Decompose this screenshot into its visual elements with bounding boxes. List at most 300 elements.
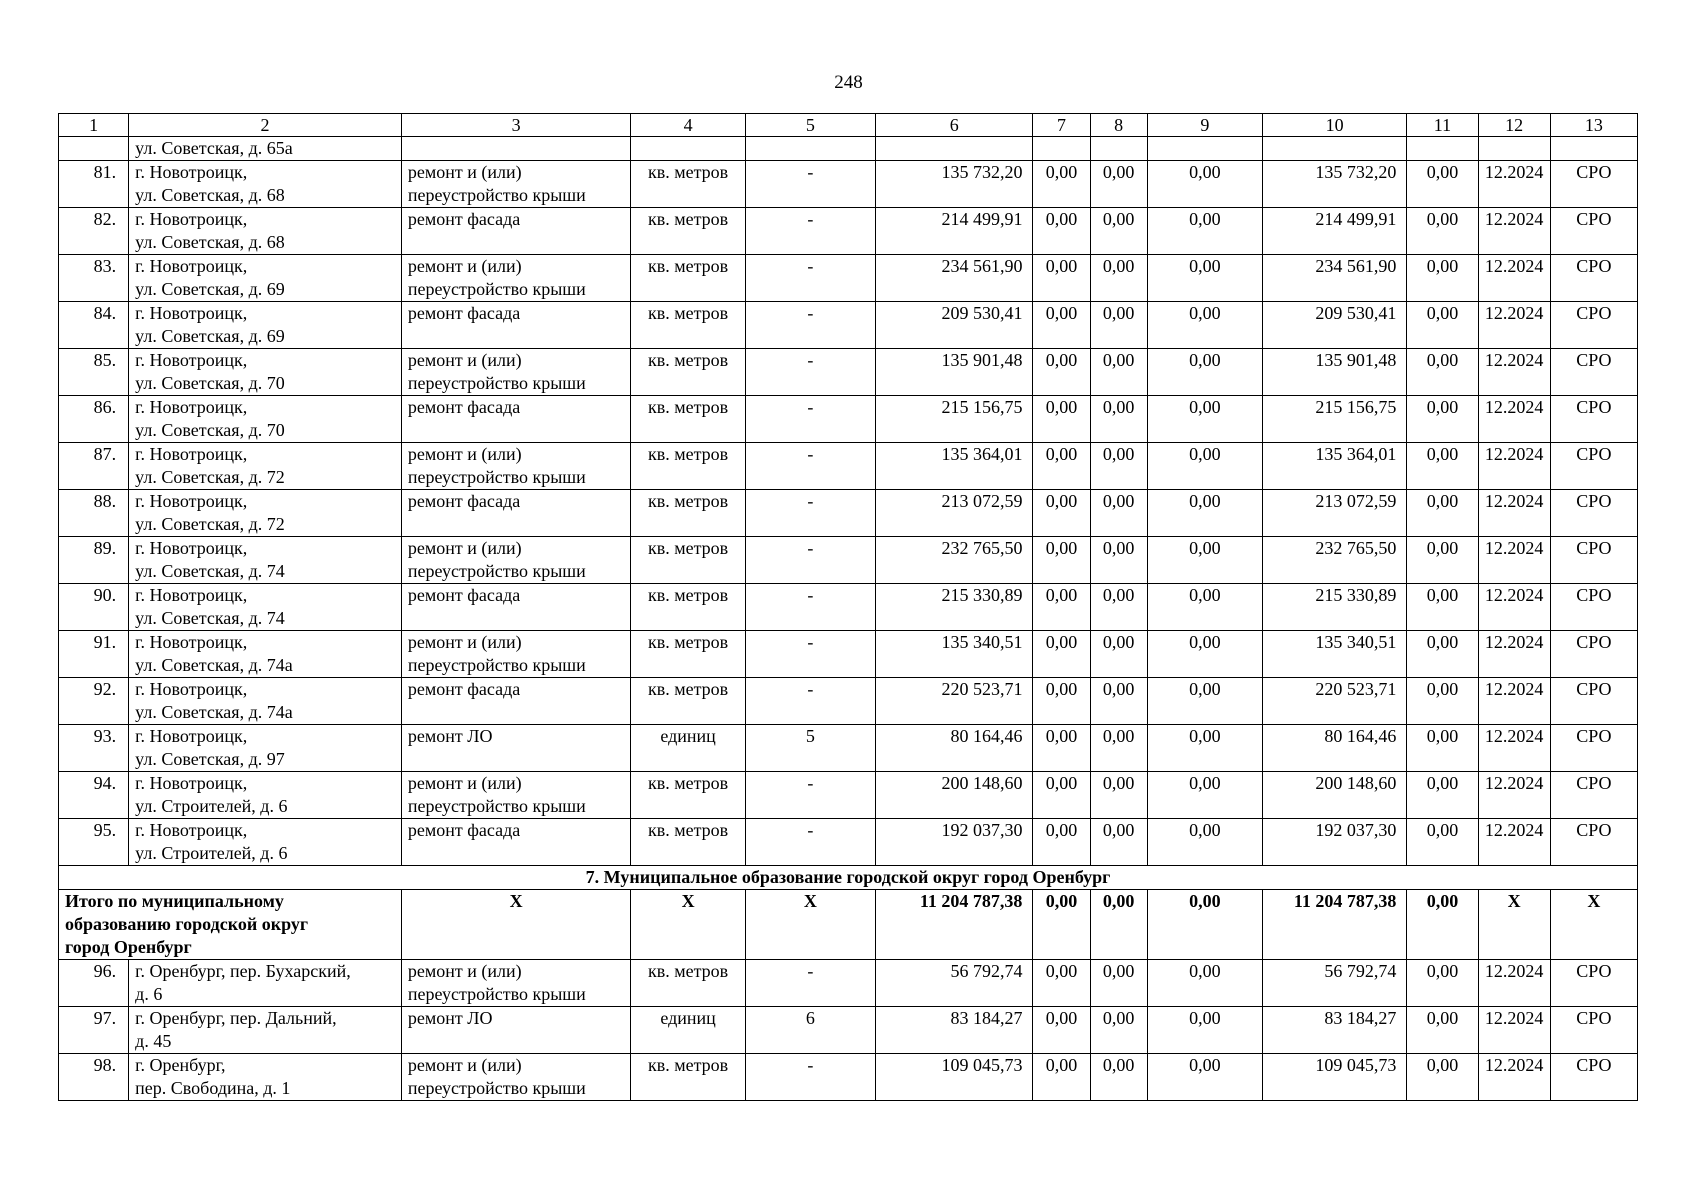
work-type-cell	[401, 537, 631, 584]
quantity-cell: -	[745, 631, 875, 678]
column-header: 6	[876, 114, 1033, 137]
fund-cost-cell: 200 148,60	[1263, 772, 1407, 819]
work-type-line: ремонт и (или)	[407, 961, 522, 981]
value-cell: 0,00	[1407, 443, 1478, 490]
value-cell: 0,00	[1147, 960, 1262, 1007]
row-number: 95.	[59, 819, 129, 866]
column-header: 5	[745, 114, 875, 137]
value-cell: 0,00	[1033, 255, 1090, 302]
address-line: г. Новотроицк,	[135, 444, 248, 464]
fund-cost-cell: 215 330,89	[1263, 584, 1407, 631]
method-cell: СРО	[1550, 443, 1637, 490]
deadline-cell: 12.2024	[1478, 725, 1550, 772]
address-cell	[129, 1054, 402, 1101]
work-type-line: ремонт и (или)	[407, 538, 522, 558]
address-line: ул. Советская, д. 68	[135, 185, 285, 205]
total-cost-cell: 213 072,59	[876, 490, 1033, 537]
work-type-line: ремонт фасада	[407, 679, 521, 699]
column-header: 3	[401, 114, 631, 137]
work-type-line: ремонт и (или)	[407, 162, 522, 182]
value-cell: 0,00	[1090, 302, 1147, 349]
quantity-cell: -	[745, 678, 875, 725]
unit-cell: кв. метров	[631, 960, 745, 1007]
method-cell: СРО	[1550, 537, 1637, 584]
address-line: ул. Советская, д. 69	[135, 326, 285, 346]
subtotal-value: Х	[631, 890, 745, 960]
work-type-line: ремонт фасада	[407, 491, 521, 511]
table-row	[59, 208, 1638, 255]
address-line: г. Новотроицк,	[135, 538, 248, 558]
column-header: 7	[1033, 114, 1090, 137]
work-type-cell	[401, 772, 631, 819]
value-cell: 0,00	[1407, 537, 1478, 584]
quantity-cell: -	[745, 208, 875, 255]
value-cell: 0,00	[1407, 349, 1478, 396]
work-type-cell	[401, 302, 631, 349]
section-heading-row	[59, 866, 1638, 890]
method-cell: СРО	[1550, 208, 1637, 255]
row-number: 87.	[59, 443, 129, 490]
unit-cell: кв. метров	[631, 819, 745, 866]
table-row	[59, 725, 1638, 772]
subtotal-label-line: город Оренбург	[65, 937, 192, 957]
work-type-cell	[401, 396, 631, 443]
column-header: 11	[1407, 114, 1478, 137]
work-type-cell	[401, 678, 631, 725]
method-cell: СРО	[1550, 1007, 1637, 1054]
total-cost-cell: 214 499,91	[876, 208, 1033, 255]
value-cell: 0,00	[1090, 1054, 1147, 1101]
section-heading: 7. Муниципальное образование городской округ город Оренбург	[59, 866, 1638, 890]
fund-cost-cell: 214 499,91	[1263, 208, 1407, 255]
address-cell	[129, 1007, 402, 1054]
work-type-cell	[401, 1054, 631, 1101]
unit-cell: кв. метров	[631, 490, 745, 537]
value-cell: 0,00	[1033, 678, 1090, 725]
method-cell: СРО	[1550, 678, 1637, 725]
address-cell	[129, 161, 402, 208]
deadline-cell: 12.2024	[1478, 537, 1550, 584]
unit-cell: кв. метров	[631, 772, 745, 819]
total-cost-cell: 215 156,75	[876, 396, 1033, 443]
work-type-cell	[401, 161, 631, 208]
table-row	[59, 302, 1638, 349]
work-type-line: ремонт и (или)	[407, 444, 522, 464]
quantity-cell: 6	[745, 1007, 875, 1054]
deadline-cell: 12.2024	[1478, 255, 1550, 302]
fund-cost-cell: 234 561,90	[1263, 255, 1407, 302]
unit-cell: кв. метров	[631, 349, 745, 396]
address-line: д. 45	[135, 1031, 172, 1051]
fund-cost-cell: 135 732,20	[1263, 161, 1407, 208]
capital-repair-table	[58, 113, 1638, 1101]
address-cell	[129, 772, 402, 819]
address-line: ул. Советская, д. 68	[135, 232, 285, 252]
quantity-cell: -	[745, 1054, 875, 1101]
total-cost-cell: 200 148,60	[876, 772, 1033, 819]
value-cell: 0,00	[1147, 490, 1262, 537]
quantity-cell: -	[745, 302, 875, 349]
subtotal-value: 11 204 787,38	[876, 890, 1033, 960]
address-cell	[129, 584, 402, 631]
column-number-row	[59, 114, 1638, 137]
fund-cost-cell: 80 164,46	[1263, 725, 1407, 772]
deadline-cell: 12.2024	[1478, 960, 1550, 1007]
fund-cost-cell: 192 037,30	[1263, 819, 1407, 866]
address-line: г. Новотроицк,	[135, 350, 248, 370]
value-cell: 0,00	[1147, 537, 1262, 584]
table-row	[59, 772, 1638, 819]
work-type-cell	[401, 443, 631, 490]
value-cell: 0,00	[1147, 255, 1262, 302]
value-cell: 0,00	[1090, 349, 1147, 396]
quantity-cell: -	[745, 396, 875, 443]
unit-cell: кв. метров	[631, 1054, 745, 1101]
value-cell: 0,00	[1033, 584, 1090, 631]
total-cost-cell: 215 330,89	[876, 584, 1033, 631]
value-cell: 0,00	[1407, 1054, 1478, 1101]
value-cell: 0,00	[1090, 631, 1147, 678]
address-line: ул. Строителей, д. 6	[135, 796, 288, 816]
work-type-cell	[401, 584, 631, 631]
row-number: 90.	[59, 584, 129, 631]
fund-cost-cell: 232 765,50	[1263, 537, 1407, 584]
value-cell: 0,00	[1090, 255, 1147, 302]
method-cell: СРО	[1550, 584, 1637, 631]
address-line: ул. Советская, д. 72	[135, 514, 285, 534]
total-cost-cell: 220 523,71	[876, 678, 1033, 725]
row-number: 83.	[59, 255, 129, 302]
table-row	[59, 396, 1638, 443]
address-cell	[129, 349, 402, 396]
work-type-line: переустройство крыши	[407, 467, 586, 487]
address-line: ул. Советская, д. 70	[135, 420, 285, 440]
address-line: г. Новотроицк,	[135, 491, 248, 511]
work-type-cell	[401, 208, 631, 255]
method-cell: СРО	[1550, 772, 1637, 819]
unit-cell: кв. метров	[631, 396, 745, 443]
column-header: 8	[1090, 114, 1147, 137]
fund-cost-cell: 209 530,41	[1263, 302, 1407, 349]
quantity-cell: -	[745, 349, 875, 396]
value-cell: 0,00	[1407, 208, 1478, 255]
deadline-cell: 12.2024	[1478, 584, 1550, 631]
fund-cost-cell: 56 792,74	[1263, 960, 1407, 1007]
value-cell: 0,00	[1407, 725, 1478, 772]
value-cell: 0,00	[1407, 584, 1478, 631]
table-row	[59, 349, 1638, 396]
value-cell: 0,00	[1407, 161, 1478, 208]
unit-cell: кв. метров	[631, 537, 745, 584]
row-number: 84.	[59, 302, 129, 349]
address-line: ул. Советская, д. 70	[135, 373, 285, 393]
table-row	[59, 255, 1638, 302]
subtotal-value: 11 204 787,38	[1263, 890, 1407, 960]
value-cell: 0,00	[1090, 678, 1147, 725]
row-number: 88.	[59, 490, 129, 537]
value-cell: 0,00	[1147, 725, 1262, 772]
work-type-cell	[401, 819, 631, 866]
value-cell: 0,00	[1407, 490, 1478, 537]
fund-cost-cell: 83 184,27	[1263, 1007, 1407, 1054]
address-line: г. Новотроицк,	[135, 820, 248, 840]
row-number: 82.	[59, 208, 129, 255]
subtotal-label-line: Итого по муниципальному	[65, 891, 284, 911]
table-row	[59, 960, 1638, 1007]
method-cell: СРО	[1550, 396, 1637, 443]
fund-cost-cell: 135 340,51	[1263, 631, 1407, 678]
deadline-cell: 12.2024	[1478, 349, 1550, 396]
work-type-line: ремонт ЛО	[407, 1008, 493, 1028]
work-type-cell	[401, 255, 631, 302]
address-line: г. Новотроицк,	[135, 632, 248, 652]
value-cell: 0,00	[1147, 584, 1262, 631]
row-number: 92.	[59, 678, 129, 725]
quantity-cell: -	[745, 161, 875, 208]
fund-cost-cell: 213 072,59	[1263, 490, 1407, 537]
address-cell	[129, 725, 402, 772]
value-cell: 0,00	[1147, 1007, 1262, 1054]
method-cell: СРО	[1550, 725, 1637, 772]
value-cell: 0,00	[1090, 819, 1147, 866]
subtotal-value: 0,00	[1147, 890, 1262, 960]
work-type-line: ремонт и (или)	[407, 350, 522, 370]
subtotal-value: 0,00	[1090, 890, 1147, 960]
value-cell: 0,00	[1407, 631, 1478, 678]
address-cell	[129, 960, 402, 1007]
method-cell: СРО	[1550, 349, 1637, 396]
work-type-line: ремонт фасада	[407, 303, 521, 323]
value-cell: 0,00	[1033, 443, 1090, 490]
value-cell: 0,00	[1147, 302, 1262, 349]
row-number: 94.	[59, 772, 129, 819]
work-type-line: ремонт и (или)	[407, 256, 522, 276]
total-cost-cell: 135 340,51	[876, 631, 1033, 678]
value-cell: 0,00	[1090, 584, 1147, 631]
deadline-cell: 12.2024	[1478, 772, 1550, 819]
row-number: 93.	[59, 725, 129, 772]
address-cell	[129, 819, 402, 866]
fund-cost-cell: 135 364,01	[1263, 443, 1407, 490]
table-row	[59, 584, 1638, 631]
fund-cost-cell: 135 901,48	[1263, 349, 1407, 396]
work-type-cell	[401, 960, 631, 1007]
total-cost-cell: 56 792,74	[876, 960, 1033, 1007]
table-row	[59, 631, 1638, 678]
unit-cell: кв. метров	[631, 208, 745, 255]
address-line: ул. Советская, д. 72	[135, 467, 285, 487]
value-cell: 0,00	[1147, 349, 1262, 396]
value-cell: 0,00	[1407, 960, 1478, 1007]
work-type-line: переустройство крыши	[407, 279, 586, 299]
column-header: 13	[1550, 114, 1637, 137]
address-cell	[129, 537, 402, 584]
value-cell: 0,00	[1033, 490, 1090, 537]
work-type-cell	[401, 1007, 631, 1054]
deadline-cell: 12.2024	[1478, 1007, 1550, 1054]
subtotal-value: Х	[1550, 890, 1637, 960]
row-number: 89.	[59, 537, 129, 584]
method-cell: СРО	[1550, 960, 1637, 1007]
deadline-cell: 12.2024	[1478, 678, 1550, 725]
value-cell: 0,00	[1147, 678, 1262, 725]
address-cell	[129, 631, 402, 678]
address-line: г. Оренбург, пер. Дальний,	[135, 1008, 337, 1028]
value-cell: 0,00	[1090, 1007, 1147, 1054]
value-cell: 0,00	[1033, 349, 1090, 396]
address-cell	[129, 396, 402, 443]
subtotal-row	[59, 890, 1638, 960]
address-line: ул. Советская, д. 74а	[135, 702, 293, 722]
address-line: д. 6	[135, 984, 163, 1004]
unit-cell: кв. метров	[631, 631, 745, 678]
quantity-cell: -	[745, 772, 875, 819]
address-cell	[129, 302, 402, 349]
address-line: г. Новотроицк,	[135, 303, 248, 323]
value-cell: 0,00	[1090, 725, 1147, 772]
address-line: ул. Строителей, д. 6	[135, 843, 288, 863]
address-line: г. Оренбург, пер. Бухарский,	[135, 961, 351, 981]
quantity-cell: -	[745, 819, 875, 866]
column-header: 1	[59, 114, 129, 137]
address-line: г. Новотроицк,	[135, 679, 248, 699]
work-type-line: переустройство крыши	[407, 561, 586, 581]
work-type-line: переустройство крыши	[407, 984, 586, 1004]
work-type-line: ремонт фасада	[407, 820, 521, 840]
address-line: ул. Советская, д. 74	[135, 608, 285, 628]
method-cell: СРО	[1550, 490, 1637, 537]
value-cell: 0,00	[1033, 819, 1090, 866]
total-cost-cell: 209 530,41	[876, 302, 1033, 349]
row-number: 91.	[59, 631, 129, 678]
work-type-line: ремонт и (или)	[407, 632, 522, 652]
deadline-cell: 12.2024	[1478, 443, 1550, 490]
value-cell: 0,00	[1407, 255, 1478, 302]
unit-cell: кв. метров	[631, 678, 745, 725]
value-cell: 0,00	[1033, 1054, 1090, 1101]
address-line: г. Новотроицк,	[135, 209, 248, 229]
subtotal-value: 0,00	[1033, 890, 1090, 960]
work-type-cell	[401, 490, 631, 537]
unit-cell: единиц	[631, 725, 745, 772]
method-cell: СРО	[1550, 302, 1637, 349]
continuation-row	[59, 137, 1638, 161]
value-cell: 0,00	[1033, 725, 1090, 772]
value-cell: 0,00	[1147, 208, 1262, 255]
table-row	[59, 490, 1638, 537]
address-cell	[129, 443, 402, 490]
address-line: г. Новотроицк,	[135, 585, 248, 605]
table-row	[59, 443, 1638, 490]
address-cell	[129, 490, 402, 537]
value-cell: 0,00	[1147, 161, 1262, 208]
total-cost-cell: 109 045,73	[876, 1054, 1033, 1101]
work-type-line: ремонт фасада	[407, 397, 521, 417]
value-cell: 0,00	[1033, 960, 1090, 1007]
value-cell: 0,00	[1147, 819, 1262, 866]
address-line: г. Новотроицк,	[135, 397, 248, 417]
work-type-line: ремонт и (или)	[407, 773, 522, 793]
fund-cost-cell: 220 523,71	[1263, 678, 1407, 725]
quantity-cell: -	[745, 537, 875, 584]
column-header: 2	[129, 114, 402, 137]
value-cell: 0,00	[1090, 960, 1147, 1007]
deadline-cell: 12.2024	[1478, 396, 1550, 443]
value-cell: 0,00	[1033, 161, 1090, 208]
method-cell: СРО	[1550, 255, 1637, 302]
value-cell: 0,00	[1407, 678, 1478, 725]
address-cell	[129, 208, 402, 255]
table-row	[59, 161, 1638, 208]
address-cell	[129, 678, 402, 725]
unit-cell: кв. метров	[631, 584, 745, 631]
value-cell: 0,00	[1090, 161, 1147, 208]
deadline-cell: 12.2024	[1478, 1054, 1550, 1101]
work-type-line: переустройство крыши	[407, 373, 586, 393]
table-row	[59, 537, 1638, 584]
value-cell: 0,00	[1147, 396, 1262, 443]
row-number: 97.	[59, 1007, 129, 1054]
work-type-line: переустройство крыши	[407, 1078, 586, 1098]
value-cell: 0,00	[1407, 819, 1478, 866]
total-cost-cell: 234 561,90	[876, 255, 1033, 302]
quantity-cell: 5	[745, 725, 875, 772]
work-type-line: ремонт и (или)	[407, 1055, 522, 1075]
address-line: г. Новотроицк,	[135, 726, 248, 746]
value-cell: 0,00	[1147, 443, 1262, 490]
total-cost-cell: 135 364,01	[876, 443, 1033, 490]
total-cost-cell: 232 765,50	[876, 537, 1033, 584]
quantity-cell: -	[745, 443, 875, 490]
address-line: г. Новотроицк,	[135, 256, 248, 276]
unit-cell: кв. метров	[631, 302, 745, 349]
address-cell	[129, 255, 402, 302]
value-cell: 0,00	[1090, 490, 1147, 537]
quantity-cell: -	[745, 490, 875, 537]
deadline-cell: 12.2024	[1478, 490, 1550, 537]
value-cell: 0,00	[1033, 396, 1090, 443]
row-number: 96.	[59, 960, 129, 1007]
total-cost-cell: 135 732,20	[876, 161, 1033, 208]
work-type-cell	[401, 631, 631, 678]
value-cell: 0,00	[1090, 396, 1147, 443]
value-cell: 0,00	[1147, 772, 1262, 819]
address-line: ул. Советская, д. 97	[135, 749, 285, 769]
address-line: ул. Советская, д. 74а	[135, 655, 293, 675]
table-body	[59, 114, 1638, 1101]
work-type-line: переустройство крыши	[407, 796, 586, 816]
value-cell: 0,00	[1090, 537, 1147, 584]
value-cell: 0,00	[1407, 302, 1478, 349]
subtotal-value: 0,00	[1407, 890, 1478, 960]
method-cell: СРО	[1550, 631, 1637, 678]
row-number: 98.	[59, 1054, 129, 1101]
column-header: 9	[1147, 114, 1262, 137]
value-cell: 0,00	[1407, 396, 1478, 443]
value-cell: 0,00	[1033, 302, 1090, 349]
table-row	[59, 678, 1638, 725]
value-cell: 0,00	[1033, 537, 1090, 584]
deadline-cell: 12.2024	[1478, 208, 1550, 255]
work-type-line: переустройство крыши	[407, 185, 586, 205]
row-number: 86.	[59, 396, 129, 443]
quantity-cell: -	[745, 960, 875, 1007]
subtotal-value: Х	[401, 890, 631, 960]
subtotal-value: Х	[1478, 890, 1550, 960]
value-cell: 0,00	[1033, 631, 1090, 678]
subtotal-value: Х	[745, 890, 875, 960]
total-cost-cell: 83 184,27	[876, 1007, 1033, 1054]
